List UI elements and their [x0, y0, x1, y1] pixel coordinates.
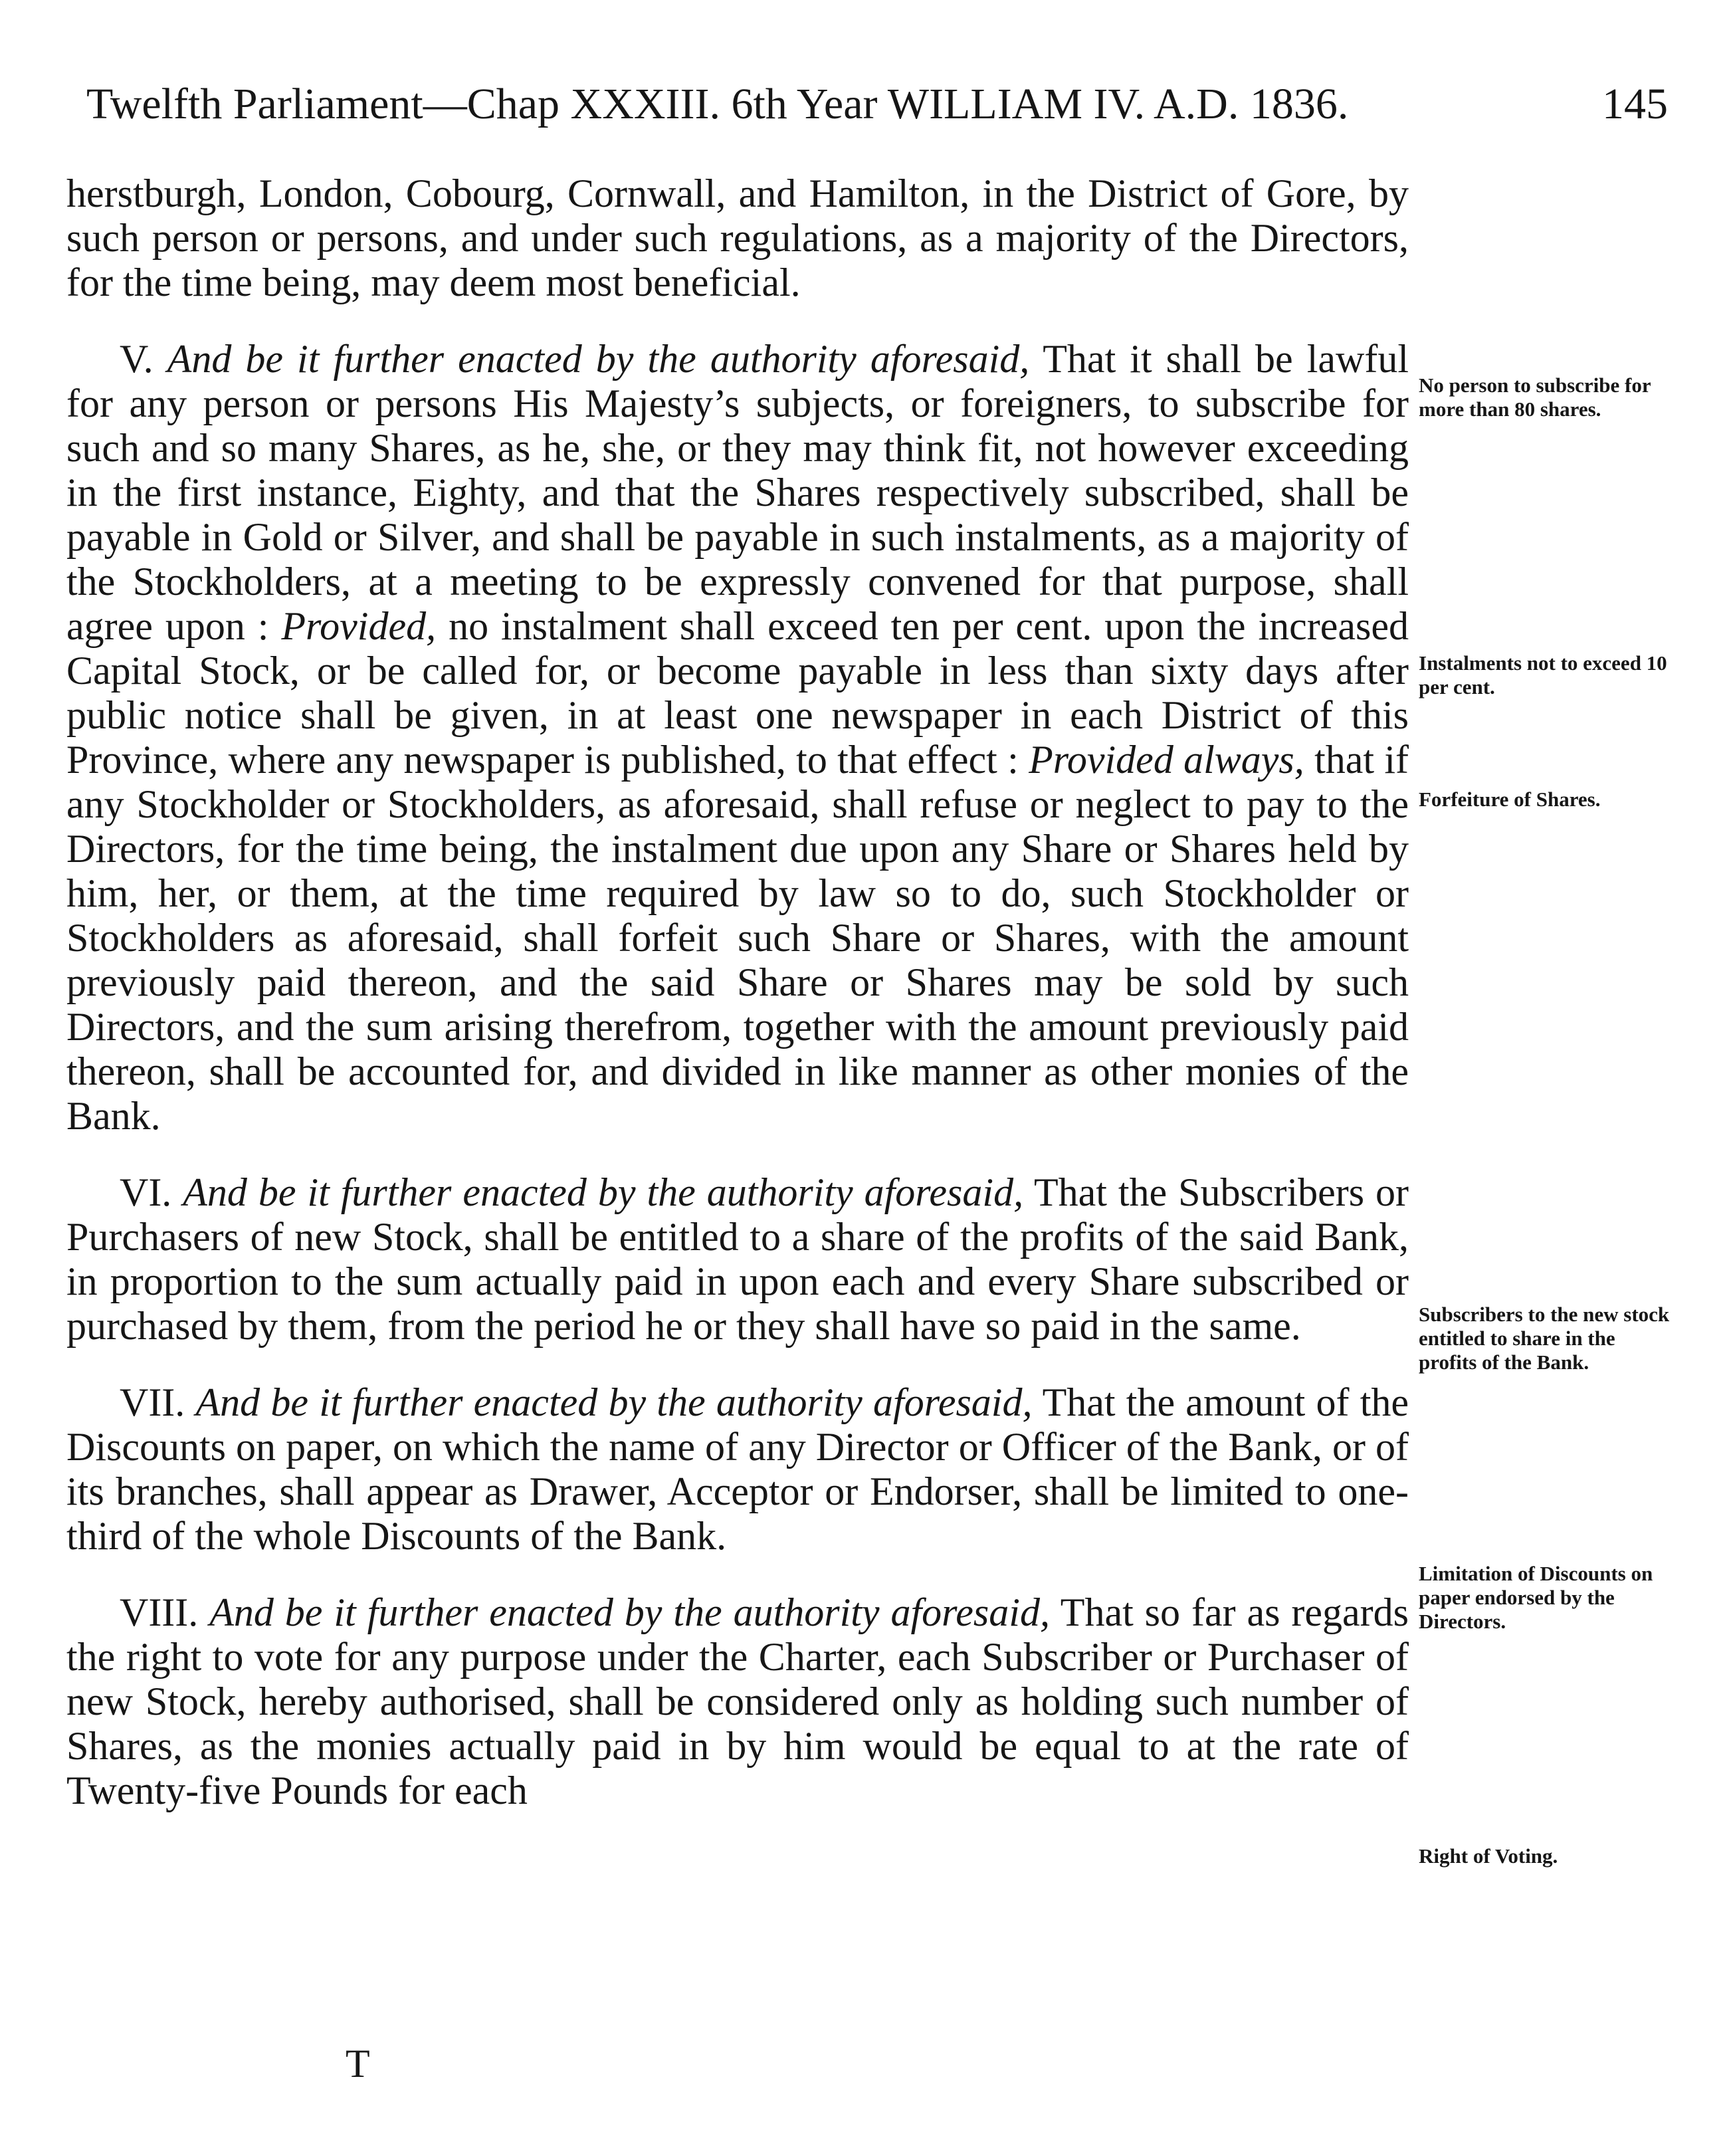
body-text — [66, 171, 1409, 1813]
section-6 — [66, 1170, 1409, 1348]
margin-note-max-shares: No person to subscribe for more than 80 shares. — [1419, 374, 1651, 421]
signature-mark: T — [346, 2042, 370, 2086]
enacting-clause: And be it further enacted by the authority aforesaid, — [195, 1380, 1033, 1424]
section-number: VII. — [120, 1380, 185, 1424]
running-head: Twelfth Parliament—Chap XXXIII. 6th Year WILLIAM IV. A.D. 1836. — [86, 80, 1349, 128]
margin-note-profits: Subscribers to the new stock entitled to share in the profits of the Bank. — [1419, 1303, 1670, 1374]
margin-note-voting: Right of Voting. — [1419, 1844, 1558, 1868]
margin-note-forfeiture: Forfeiture of Shares. — [1419, 788, 1601, 811]
margin-note-instalments: Instalments not to exceed 10 per cent. — [1419, 651, 1667, 699]
section-7 — [66, 1380, 1409, 1559]
proviso-clause: Provided always, — [1029, 738, 1304, 782]
page-number: 145 — [1602, 80, 1668, 128]
section-number: V. — [120, 337, 153, 381]
section-text: that if any Stockholder or Stockholders, as aforesaid, shall refuse or neglect to pay to the Directors, for the time being, the instalment due upon any Share or Shares held by him, her, or them, at the time required by law so to do, such Stockholder or Stockholders as aforesaid, shall forfeit such Share or Shares, with the amount previously paid thereon, and the said Share or Shares may be sold by such Directors, and the sum arising therefrom, together with the amount previously paid thereon, shall be accounted for, and divided in like manner as other monies of the Bank. — [66, 738, 1409, 1138]
section-5 — [66, 337, 1409, 1138]
proviso-clause: Provided, — [281, 604, 437, 648]
enacting-clause: And be it further enacted by the authority aforesaid, — [167, 337, 1030, 381]
enacting-clause: And be it further enacted by the authority aforesaid, — [183, 1170, 1024, 1214]
section-number: VI. — [120, 1170, 172, 1214]
margin-note-discounts: Limitation of Discounts on paper endorsed by the Directors. — [1419, 1562, 1653, 1633]
section-8 — [66, 1590, 1409, 1813]
section-text: That the Subscribers or Purchasers of new Stock, shall be entitled to a share of the profits of the said Bank, in proportion to the sum actually paid in upon each and every Share subscribed or purchased by them, from the period he or they shall have so paid in the same. — [66, 1170, 1409, 1348]
continued-paragraph: herstburgh, London, Cobourg, Cornwall, and Hamilton, in the District of Gore, by such person or persons, and under such regulations, as a majority of the Directors, for the time being, may deem most beneficial. — [66, 171, 1409, 304]
enacting-clause: And be it further enacted by the authority aforesaid, — [209, 1590, 1050, 1634]
section-text: That so far as regards the right to vote for any purpose under the Charter, each Subscriber or Purchaser of new Stock, hereby authorised, shall be considered only as holding such number of Shares, as the monies actually paid in by him would be equal to at the rate of Twenty-five Pounds for each — [66, 1590, 1409, 1812]
page-header — [86, 74, 1668, 134]
section-number: VIII. — [120, 1590, 199, 1634]
section-text: That the amount of the Discounts on paper, on which the name of any Director or Officer of the Bank, or of its branches, shall appear as Drawer, Acceptor or Endorser, shall be limited to one-third of the whole Discounts of the Bank. — [66, 1380, 1409, 1558]
section-text: no instalment shall exceed ten per cent. upon the increased Capital Stock, or be called for, or become payable in less than sixty days after public notice shall be given, in at least one newspaper in each District of this Province, where any newspaper is published, to that effect : — [66, 604, 1409, 782]
section-text: That it shall be lawful for any person or persons His Majesty’s subjects, or foreigners, to subscribe for such and so many Shares, as he, she, or they may think fit, not however exceeding in the first instance, Eighty, and that the Shares respectively subscribed, shall be payable in Gold or Silver, and shall be payable in such instalments, as a majority of the Stockholders, at a meeting to be expressly convened for that purpose, shall agree upon : — [66, 337, 1409, 648]
